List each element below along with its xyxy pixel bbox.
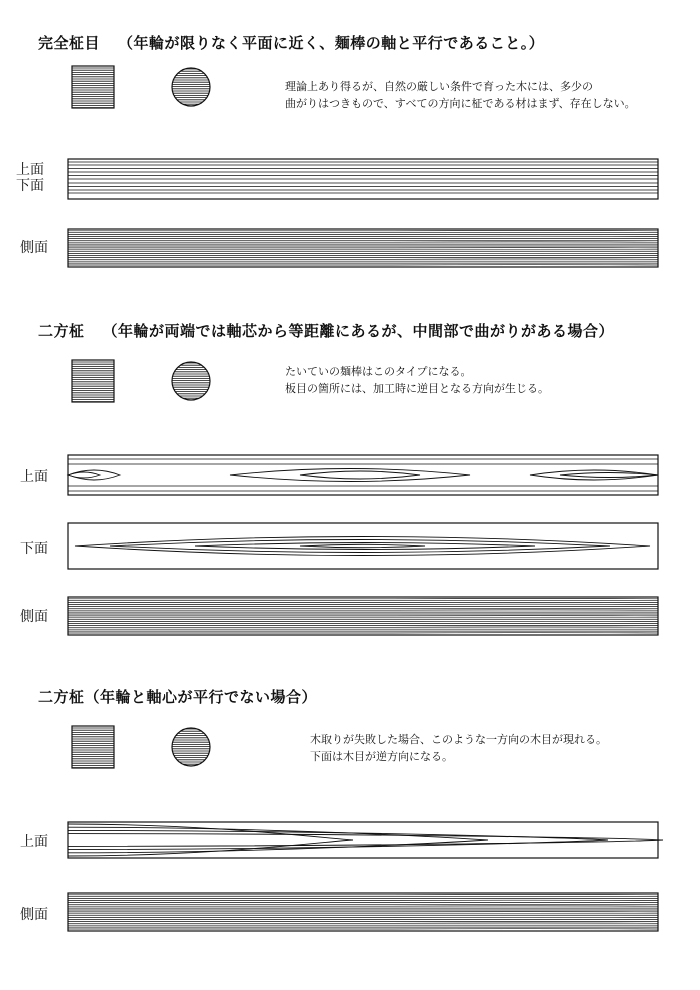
section-3-description-line-2: 下面は木目が逆方向になる。 bbox=[310, 750, 453, 763]
section-1-side-face bbox=[68, 229, 658, 267]
section-2-label-side: 側面 bbox=[20, 609, 48, 625]
section-2-label-bottom: 下面 bbox=[20, 541, 48, 557]
section-3-label-top: 上面 bbox=[20, 834, 48, 850]
section-3-description-line-1: 木取りが失敗した場合、このような一方向の木目が現れる。 bbox=[310, 733, 607, 746]
section-3-heading bbox=[38, 686, 317, 707]
section-2-subtitle: （年輪が両端では軸芯から等距離にあるが、中間部で曲がりがある場合） bbox=[102, 322, 615, 340]
section-1-description bbox=[285, 78, 636, 112]
section-2-description bbox=[285, 363, 549, 397]
section-1-title: 完全柾目 bbox=[38, 34, 101, 52]
section-3-side-face bbox=[68, 893, 658, 931]
section-2-heading bbox=[38, 320, 614, 341]
section-3-description bbox=[310, 731, 607, 765]
section-1-subtitle: （年輪が限りなく平面に近く、麺棒の軸と平行であること。） bbox=[118, 34, 545, 52]
section-2-side-face bbox=[68, 597, 658, 635]
section-3-title: 二方柾 bbox=[38, 688, 85, 706]
section-1-label-top-bottom: 上面 下面 bbox=[16, 162, 44, 194]
section-1-description-line-1: 理論上あり得るが、自然の厳しい条件で育った木には、多少の bbox=[285, 80, 593, 93]
section-2-label-top: 上面 bbox=[20, 469, 48, 485]
section-1-label-side: 側面 bbox=[20, 240, 48, 256]
section-3-label-side: 側面 bbox=[20, 907, 48, 923]
section-2-square-section bbox=[72, 360, 114, 402]
section-2-title: 二方柾 bbox=[38, 322, 85, 340]
section-1-square-section bbox=[72, 66, 114, 108]
section-2-description-line-2: 板目の箇所には、加工時に逆目となる方向が生じる。 bbox=[285, 382, 549, 395]
section-3-round-section bbox=[172, 728, 210, 766]
section-3-subtitle: （年輪と軸心が平行でない場合） bbox=[84, 688, 318, 706]
section-1-description-line-2: 曲がりはつきもので、すべての方向に柾である材はまず、存在しない。 bbox=[285, 97, 636, 110]
section-1-round-section bbox=[172, 68, 210, 106]
section-1-top-bottom-face bbox=[68, 159, 658, 199]
section-1-heading bbox=[38, 32, 544, 53]
section-2-bottom-face bbox=[68, 523, 658, 569]
section-2-round-section bbox=[172, 362, 210, 400]
section-2-description-line-1: たいていの麺棒はこのタイプになる。 bbox=[285, 365, 472, 378]
section-3-top-face bbox=[68, 822, 663, 858]
section-3-square-section bbox=[72, 726, 114, 768]
section-2-top-face bbox=[68, 455, 658, 495]
